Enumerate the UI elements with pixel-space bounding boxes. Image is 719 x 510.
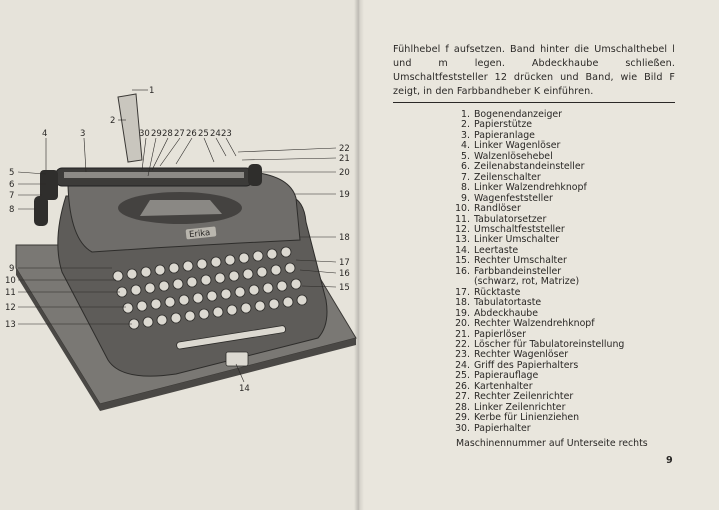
callout-5: 5 xyxy=(9,168,15,178)
part-label: Linker Zeilenrichter xyxy=(474,401,566,413)
part-number: 7. xyxy=(461,171,470,183)
callout-6: 6 xyxy=(9,180,15,190)
callout-9: 9 xyxy=(9,264,15,274)
part-label: Rechter Walzendrehknopf xyxy=(474,318,595,330)
callout-29: 29 xyxy=(151,129,162,139)
part-label: Kartenhalter xyxy=(474,380,533,392)
part-number: 25. xyxy=(455,370,470,382)
part-number: 26. xyxy=(455,380,470,392)
callout-20: 20 xyxy=(339,168,350,178)
part-label: Farbbandeinsteller xyxy=(474,265,562,277)
part-number: 29. xyxy=(455,412,470,424)
part-number: 30. xyxy=(455,422,470,434)
part-number: 2. xyxy=(461,119,470,131)
part-label: Papieranlage xyxy=(474,129,535,141)
part-number: 22. xyxy=(455,338,470,350)
callout-14: 14 xyxy=(239,384,250,394)
part-label: Papierlöser xyxy=(474,328,527,340)
left-page xyxy=(0,0,359,510)
part-label: Leertaste xyxy=(474,244,519,256)
part-number: 17. xyxy=(455,286,470,298)
part-number: 23. xyxy=(455,349,470,361)
callout-1: 1 xyxy=(149,86,155,96)
callout-25: 25 xyxy=(198,129,209,139)
part-number: 8. xyxy=(461,182,470,194)
part-number: 5. xyxy=(461,150,470,162)
callout-24: 24 xyxy=(210,129,221,139)
part-label: Tabulatorsetzer xyxy=(474,213,547,225)
callout-7: 7 xyxy=(9,191,15,201)
callout-15: 15 xyxy=(339,283,350,293)
part-label: Wagenfeststeller xyxy=(474,192,553,204)
callout-17: 17 xyxy=(339,258,350,268)
part-number: 19. xyxy=(455,307,470,319)
part-label: Linker Umschalter xyxy=(474,234,560,246)
part-label: Bogenendanzeiger xyxy=(474,109,563,120)
callout-12: 12 xyxy=(5,303,16,313)
part-label: Zeilenabstandeinsteller xyxy=(474,161,585,173)
callout-26: 26 xyxy=(186,129,197,139)
callout-3: 3 xyxy=(80,129,86,139)
callout-10: 10 xyxy=(5,276,16,286)
part-label: Linker Wagenlöser xyxy=(474,140,561,152)
part-number: 13. xyxy=(455,234,470,246)
part-number: 14. xyxy=(455,244,470,256)
part-label: Rechter Wagenlöser xyxy=(474,349,569,361)
part-number: 11. xyxy=(455,213,470,225)
typewriter-illustration xyxy=(0,0,359,510)
part-label: Rechter Umschalter xyxy=(474,255,567,267)
part-label: Abdeckhaube xyxy=(474,307,539,319)
part-label: Papierauflage xyxy=(474,370,539,382)
page-number: 9 xyxy=(666,455,673,466)
part-label: Kerbe für Linienziehen xyxy=(474,412,580,424)
callout-22: 22 xyxy=(339,144,350,154)
part-label: Griff des Papierhalters xyxy=(474,359,579,371)
part-number: 28. xyxy=(455,401,470,413)
callout-21: 21 xyxy=(339,154,350,164)
part-number: 20. xyxy=(455,318,470,330)
part-number: 4. xyxy=(461,140,470,152)
callout-13: 13 xyxy=(5,320,16,330)
part-label: Tabulatortaste xyxy=(474,297,542,309)
callout-8: 8 xyxy=(9,205,15,215)
part-label: Löscher für Tabulatoreinstellung xyxy=(474,338,625,350)
part-number: 18. xyxy=(455,297,470,309)
part-label: Umschaltfeststeller xyxy=(474,223,565,235)
callout-4: 4 xyxy=(42,129,48,139)
callout-2: 2 xyxy=(110,116,116,126)
part-number: 27. xyxy=(455,391,470,403)
part-number: 15. xyxy=(455,255,470,267)
divider-rule xyxy=(393,102,675,103)
callout-16: 16 xyxy=(339,269,350,279)
book-gutter xyxy=(354,0,364,510)
part-number: 6. xyxy=(461,161,470,173)
callout-30: 30 xyxy=(139,129,150,139)
parts-list-item xyxy=(455,424,695,434)
part-label: Randlöser xyxy=(474,203,521,215)
callout-18: 18 xyxy=(339,233,350,243)
part-label: Zeilenschalter xyxy=(474,171,541,183)
part-number: 16. xyxy=(455,265,470,277)
part-number: 12. xyxy=(455,223,470,235)
part-number: 24. xyxy=(455,359,470,371)
part-label: Rücktaste xyxy=(474,286,521,298)
callout-28: 28 xyxy=(162,129,173,139)
part-label: Papierhalter xyxy=(474,422,531,434)
part-number: 10. xyxy=(455,203,470,215)
part-number: 1. xyxy=(461,109,470,120)
part-number: 3. xyxy=(461,129,470,141)
part-number: 21. xyxy=(455,328,470,340)
intro-paragraph: Fühlhebel f aufsetzen. Band hinter die Umschalthebel l und m legen. Abdeckhaube schließen. Umschaltfeststeller 12 drücken und Band, wie Bild F zeigt, in den Farbbandheber K einführen. xyxy=(393,44,675,97)
part-number: 9. xyxy=(461,192,470,204)
parts-legend xyxy=(455,110,695,434)
callout-27: 27 xyxy=(174,129,185,139)
serial-number-note: Maschinennummer auf Unterseite rechts xyxy=(456,438,648,449)
callout-23: 23 xyxy=(221,129,232,139)
callout-19: 19 xyxy=(339,190,350,200)
part-sublabel: (schwarz, rot, Matrize) xyxy=(474,276,580,288)
part-label: Linker Walzendrehknopf xyxy=(474,182,587,194)
callout-11: 11 xyxy=(5,288,16,298)
brand-logo: Erika xyxy=(188,227,211,241)
part-label: Rechter Zeilenrichter xyxy=(474,391,574,403)
part-label: Papierstütze xyxy=(474,119,533,131)
part-label: Walzenlösehebel xyxy=(474,150,553,162)
